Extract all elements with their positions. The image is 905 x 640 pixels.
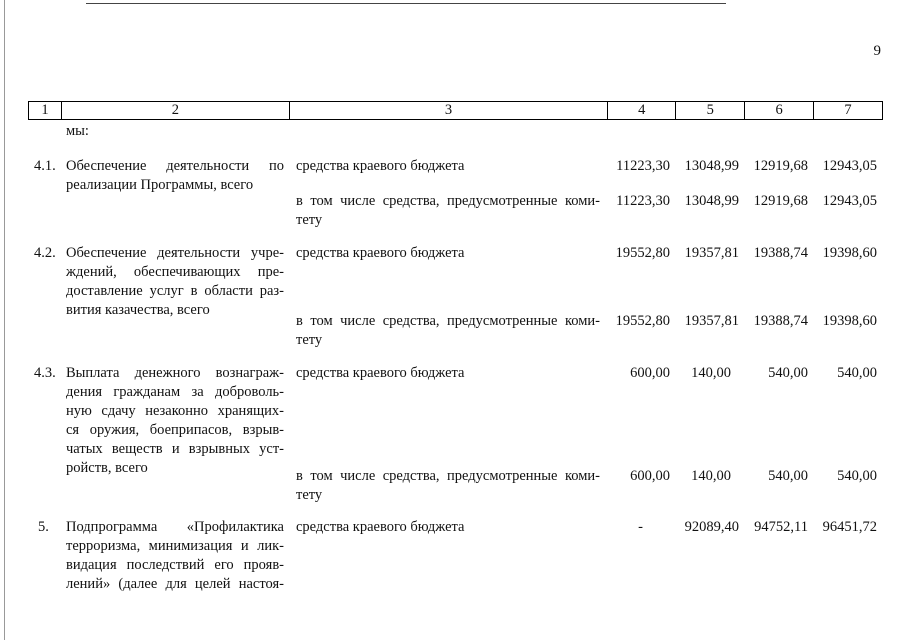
value-col-6: 12919,68 [753,193,808,209]
value-col-7: 96451,72 [822,519,877,535]
funding-subsource-line: в том числе средства, предусмотренные коми- [296,468,600,484]
funding-source: средства краевого бюджета [296,519,465,535]
value-col-6: 19388,74 [753,313,808,329]
value-col-4: - [638,519,643,535]
row-name-line: лений» (далее для целей настоя- [66,576,284,592]
value-col-5: 13048,99 [684,158,739,174]
header-col-1: 1 [29,102,62,119]
row-number: 4.2. [34,245,56,261]
funding-source: средства краевого бюджета [296,158,465,174]
value-col-7: 12943,05 [822,158,877,174]
value-col-4: 11223,30 [616,193,670,209]
value-col-4: 600,00 [630,468,670,484]
value-col-6: 19388,74 [753,245,808,261]
value-col-5: 13048,99 [684,193,739,209]
value-col-4: 19552,80 [615,313,670,329]
header-col-5: 5 [676,102,745,119]
continuation-text: мы: [66,123,89,139]
row-name-line: Выплата денежного вознаграж- [66,365,284,381]
value-col-7: 540,00 [837,365,877,381]
funding-subsource-line: тету [296,332,323,348]
row-name-line: терроризма, минимизация и лик- [66,538,284,554]
funding-source: средства краевого бюджета [296,365,465,381]
header-col-7: 7 [814,102,883,119]
top-border-line [86,3,726,4]
row-number: 4.1. [34,158,56,174]
value-col-5: 140,00 [691,468,731,484]
value-col-7: 19398,60 [822,313,877,329]
value-col-5: 19357,81 [684,245,739,261]
table-header-row [28,101,883,120]
funding-subsource-line: в том числе средства, предусмотренные коми- [296,313,600,329]
value-col-4: 19552,80 [615,245,670,261]
value-col-6: 12919,68 [753,158,808,174]
value-col-5: 92089,40 [684,519,739,535]
row-number: 4.3. [34,365,56,381]
funding-source: средства краевого бюджета [296,245,465,261]
row-name-line: вития казачества, всего [66,302,210,318]
value-col-4: 600,00 [630,365,670,381]
header-col-3: 3 [290,102,609,119]
value-col-5: 140,00 [691,365,731,381]
header-col-6: 6 [745,102,814,119]
funding-subsource-line: тету [296,212,323,228]
value-col-6: 94752,11 [754,519,808,535]
row-name-line: Обеспечение деятельности по [66,158,284,174]
row-name-line: дения гражданам за доброволь- [66,384,284,400]
value-col-6: 540,00 [768,468,808,484]
value-col-4: 11223,30 [616,158,670,174]
row-name-line: ждений, обеспечивающих пре- [66,264,284,280]
header-col-2: 2 [62,102,290,119]
value-col-7: 12943,05 [822,193,877,209]
row-name-line: Подпрограмма «Профилактика [66,519,284,535]
value-col-5: 19357,81 [684,313,739,329]
row-name-line: ройств, всего [66,460,148,476]
value-col-7: 540,00 [837,468,877,484]
row-name-line: доставление услуг в области раз- [66,283,284,299]
funding-subsource-line: в том числе средства, предусмотренные коми- [296,193,600,209]
row-name-line: ся оружия, боеприпасов, взрыв- [66,422,284,438]
left-border-line [4,0,5,640]
row-name-line: чатых веществ и взрывных уст- [66,441,284,457]
row-name-line: реализации Программы, всего [66,177,254,193]
value-col-7: 19398,60 [822,245,877,261]
header-col-4: 4 [608,102,676,119]
funding-subsource-line: тету [296,487,323,503]
value-col-6: 540,00 [768,365,808,381]
row-number: 5. [38,519,49,535]
row-name-line: ную сдачу незаконно хранящих- [66,403,284,419]
row-name-line: Обеспечение деятельности учре- [66,245,284,261]
page-number: 9 [873,43,881,59]
row-name-line: видация последствий его прояв- [66,557,284,573]
